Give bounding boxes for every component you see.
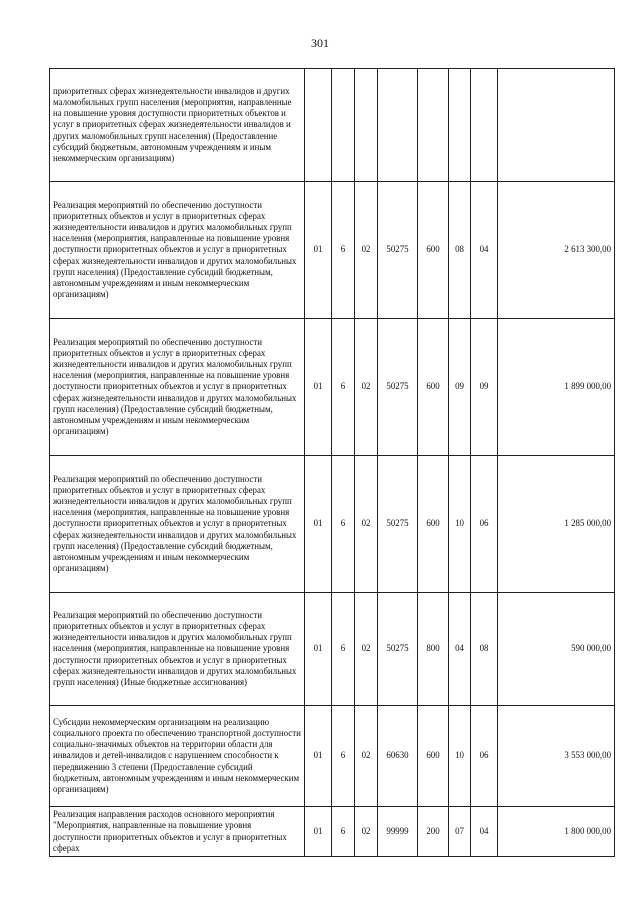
code-cell-c7: 09 bbox=[471, 319, 498, 456]
amount-cell: 2 613 300,00 bbox=[498, 182, 615, 319]
row-description: Реализация мероприятий по обеспечению доступности приоритетных объектов и услуг в приоритетных сферах жизнедеятельности инвалидов и других маломобильных групп населения (мероприятия, направленные на повышение уровня доступности приоритетных объектов и услуг в приоритетных сферах жизнедеятельности инвалидов и других маломобильных групп населения) (Иные бюджетные ассигнования) bbox=[50, 593, 305, 706]
code-cell-c4 bbox=[378, 69, 418, 182]
table-row bbox=[50, 456, 615, 593]
row-description: приоритетных сферах жизнедеятельности инвалидов и других маломобильных групп населения (мероприятия, направленные на повышение уровня доступности приоритетных объектов и услуг в приоритетных сферах жизнедеятельности инвалидов и других маломобильных групп населения) (Предоставление субсидий бюджетным, автономным учреждениям и иным некоммерческим организациям) bbox=[50, 69, 305, 182]
code-cell-c5: 600 bbox=[418, 182, 449, 319]
code-cell-c4: 50275 bbox=[378, 319, 418, 456]
code-cell-c7: 04 bbox=[471, 182, 498, 319]
code-cell-c2: 6 bbox=[332, 706, 355, 807]
code-cell-c3: 02 bbox=[355, 456, 378, 593]
amount-cell: 1 285 000,00 bbox=[498, 456, 615, 593]
code-cell-c2: 6 bbox=[332, 319, 355, 456]
row-description: Субсидии некоммерческим организациям на реализацию социального проекта по обеспечению транспортной доступности социально-значимых объектов на территории области для инвалидов и детей-инвалидов с нарушением способности к передвижению 3 степени (Предоставление субсидий бюджетным, автономным учреждениям и иным некоммерческим организациям) bbox=[50, 706, 305, 807]
code-cell-c6 bbox=[449, 69, 471, 182]
row-description: Реализация мероприятий по обеспечению доступности приоритетных объектов и услуг в приоритетных сферах жизнедеятельности инвалидов и других маломобильных групп населения (мероприятия, направленные на повышение уровня доступности приоритетных объектов и услуг в приоритетных сферах жизнедеятельности инвалидов и других маломобильных групп населения) (Предоставление субсидий бюджетным, автономным учреждениям и иным некоммерческим организациям) bbox=[50, 319, 305, 456]
code-cell-c1: 01 bbox=[305, 593, 332, 706]
code-cell-c6: 08 bbox=[449, 182, 471, 319]
amount-cell bbox=[498, 69, 615, 182]
code-cell-c3: 02 bbox=[355, 706, 378, 807]
code-cell-c1: 01 bbox=[305, 319, 332, 456]
code-cell-c3: 02 bbox=[355, 319, 378, 456]
code-cell-c2 bbox=[332, 69, 355, 182]
code-cell-c6: 10 bbox=[449, 456, 471, 593]
code-cell-c1: 01 bbox=[305, 807, 332, 857]
code-cell-c6: 07 bbox=[449, 807, 471, 857]
code-cell-c2: 6 bbox=[332, 182, 355, 319]
code-cell-c2: 6 bbox=[332, 456, 355, 593]
code-cell-c6: 04 bbox=[449, 593, 471, 706]
code-cell-c1: 01 bbox=[305, 182, 332, 319]
code-cell-c3: 02 bbox=[355, 807, 378, 857]
amount-cell: 1 800 000,00 bbox=[498, 807, 615, 857]
amount-cell: 590 000,00 bbox=[498, 593, 615, 706]
code-cell-c4: 50275 bbox=[378, 593, 418, 706]
code-cell-c3: 02 bbox=[355, 593, 378, 706]
code-cell-c7: 06 bbox=[471, 456, 498, 593]
code-cell-c6: 09 bbox=[449, 319, 471, 456]
code-cell-c5 bbox=[418, 69, 449, 182]
code-cell-c7 bbox=[471, 69, 498, 182]
row-description: Реализация направления расходов основного мероприятия "Мероприятия, направленные на повышение уровня доступности приоритетных объектов и услуг в приоритетных сферах bbox=[50, 807, 305, 857]
code-cell-c2: 6 bbox=[332, 593, 355, 706]
code-cell-c5: 800 bbox=[418, 593, 449, 706]
code-cell-c2: 6 bbox=[332, 807, 355, 857]
code-cell-c5: 600 bbox=[418, 706, 449, 807]
table-row bbox=[50, 69, 615, 182]
code-cell-c5: 600 bbox=[418, 319, 449, 456]
row-description: Реализация мероприятий по обеспечению доступности приоритетных объектов и услуг в приоритетных сферах жизнедеятельности инвалидов и других маломобильных групп населения (мероприятия, направленные на повышение уровня доступности приоритетных объектов и услуг в приоритетных сферах жизнедеятельности инвалидов и других маломобильных групп населения) (Предоставление субсидий бюджетным, автономным учреждениям и иным некоммерческим организациям) bbox=[50, 182, 305, 319]
table-row bbox=[50, 807, 615, 857]
code-cell-c7: 04 bbox=[471, 807, 498, 857]
code-cell-c4: 60630 bbox=[378, 706, 418, 807]
code-cell-c4: 99999 bbox=[378, 807, 418, 857]
table-row bbox=[50, 319, 615, 456]
code-cell-c3: 02 bbox=[355, 182, 378, 319]
code-cell-c7: 08 bbox=[471, 593, 498, 706]
code-cell-c5: 600 bbox=[418, 456, 449, 593]
code-cell-c3 bbox=[355, 69, 378, 182]
code-cell-c4: 50275 bbox=[378, 182, 418, 319]
table-row bbox=[50, 182, 615, 319]
table-row bbox=[50, 706, 615, 807]
code-cell-c6: 10 bbox=[449, 706, 471, 807]
row-description: Реализация мероприятий по обеспечению доступности приоритетных объектов и услуг в приоритетных сферах жизнедеятельности инвалидов и других маломобильных групп населения (мероприятия, направленные на повышение уровня доступности приоритетных объектов и услуг в приоритетных сферах жизнедеятельности инвалидов и других маломобильных групп населения) (Предоставление субсидий бюджетным, автономным учреждениям и иным некоммерческим организациям) bbox=[50, 456, 305, 593]
amount-cell: 3 553 000,00 bbox=[498, 706, 615, 807]
code-cell-c1: 01 bbox=[305, 706, 332, 807]
table-row bbox=[50, 593, 615, 706]
code-cell-c1 bbox=[305, 69, 332, 182]
code-cell-c4: 50275 bbox=[378, 456, 418, 593]
page-number: 301 bbox=[311, 36, 329, 50]
amount-cell: 1 899 000,00 bbox=[498, 319, 615, 456]
code-cell-c7: 06 bbox=[471, 706, 498, 807]
code-cell-c1: 01 bbox=[305, 456, 332, 593]
code-cell-c5: 200 bbox=[418, 807, 449, 857]
budget-table bbox=[49, 68, 615, 857]
